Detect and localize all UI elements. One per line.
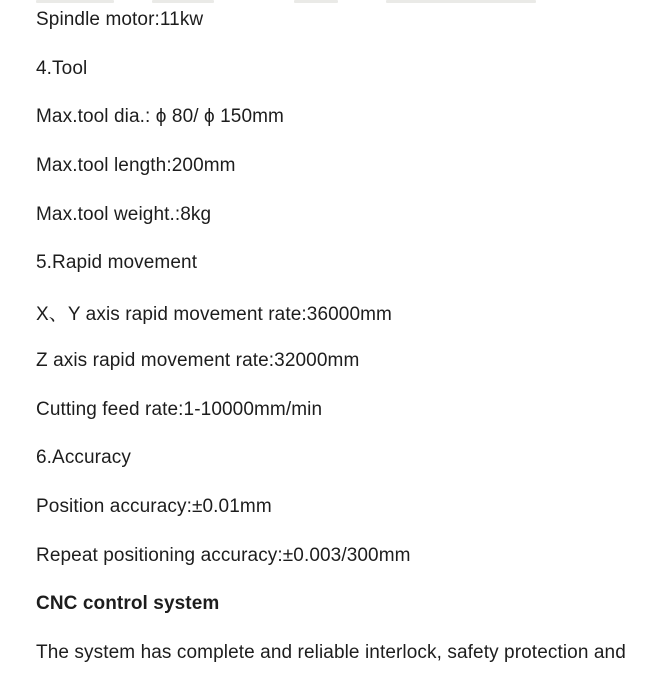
- text-line: Cutting feed rate:1-10000mm/min: [36, 398, 323, 420]
- text-line: Max.tool length:200mm: [36, 155, 236, 177]
- text-line: Z axis rapid movement rate:32000mm: [36, 349, 360, 371]
- text-line: Max.tool dia.: ϕ 80/ ϕ 150mm: [36, 106, 284, 128]
- text-line: 4.Tool: [36, 57, 88, 79]
- text-line: X、Y axis rapid movement rate:36000mm: [36, 303, 392, 325]
- text-line: The system has complete and reliable interlock, safety protection and: [36, 641, 626, 663]
- text-line: Max.tool weight.:8kg: [36, 203, 212, 225]
- text-line: Spindle motor:11kw: [36, 9, 204, 31]
- text-line: 5.Rapid movement: [36, 252, 198, 274]
- section-heading: CNC control system: [36, 593, 220, 615]
- document-body: [36, 0, 647, 677]
- text-line: Repeat positioning accuracy:±0.003/300mm: [36, 544, 411, 566]
- text-line: Position accuracy:±0.01mm: [36, 495, 272, 517]
- text-line: 6.Accuracy: [36, 447, 131, 469]
